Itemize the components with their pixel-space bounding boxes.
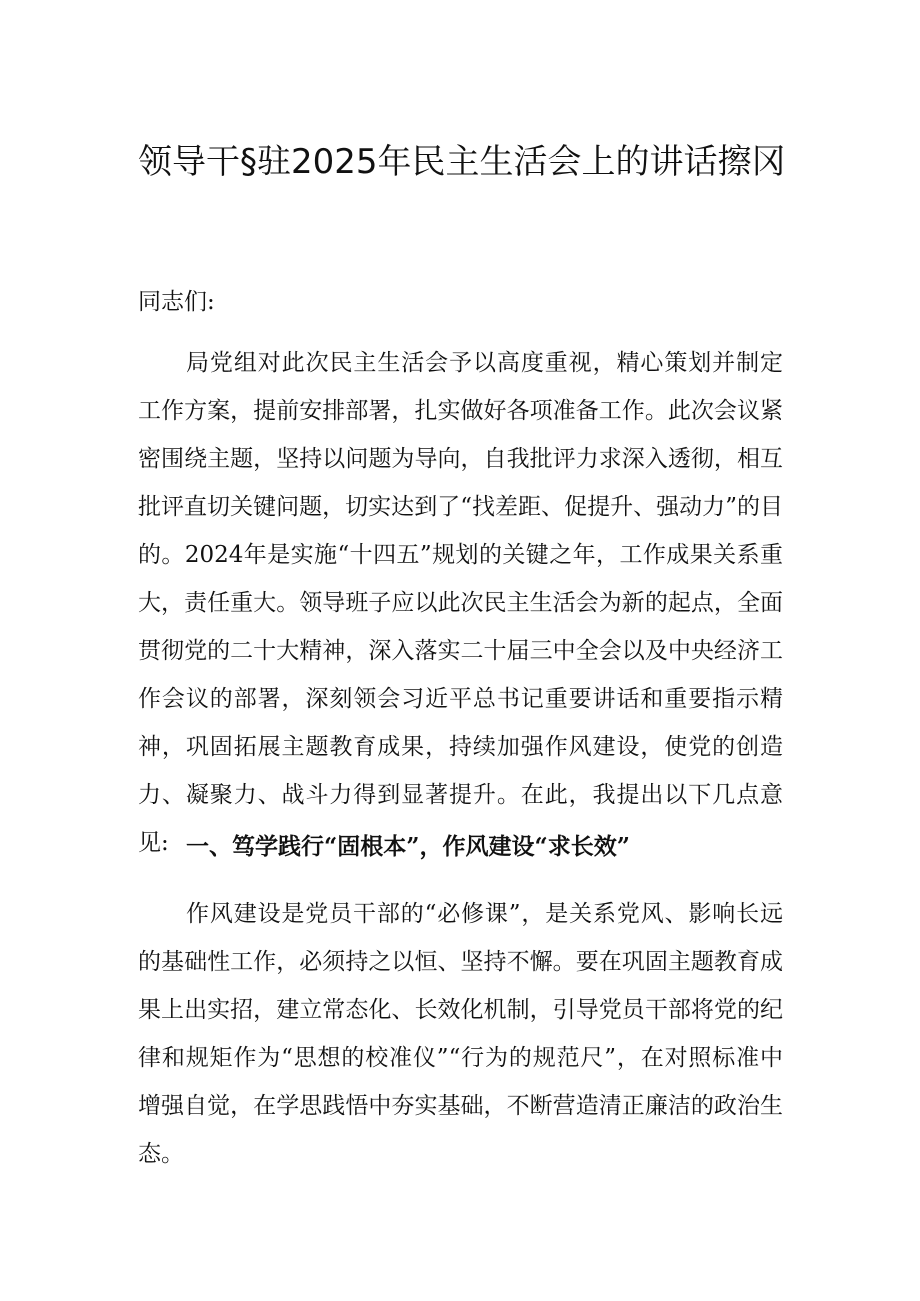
salutation: 同志们: xyxy=(138,289,215,315)
paragraph-section-1: 作风建设是党员干部的“必修课”，是关系党风、影响长远的基础性工作，必须持之以恒、坚持不懈。要在巩固主题教育成果上出实招，建立常态化、长效化机制，引导党员干部将党的纪律和规矩作为“思想的校准仪”“行为的规范尺”，在对照标准中增强自觉，在学思践悟中夯实基础，不断营造清正廉洁的政治生态。 xyxy=(138,901,783,1167)
section-heading-1: 一、笃学践行“固根本”，作风建设“求长效” xyxy=(186,833,630,860)
paragraph-intro: 局党组对此次民主生活会予以高度重视，精心策划并制定工作方案，提前安排部署，扎实做好各项准备工作。此次会议紧密围绕主题，坚持以问题为导向，自我批评力求深入透彻，相互批评直切关键问题，切实达到了“找差距、促提升、强动力”的目的。2024年是实施“十四五”规划的关键之年，工作成果关系重大，责任重大。领导班子应以此次民主生活会为新的起点，全面贯彻党的二十大精神，深入落实二十届三中全会以及中央经济工作会议的部署，深刻领会习近平总书记重要讲话和重要指示精神，巩固拓展主题教育成果，持续加强作风建设，使党的创造力、凝聚力、战斗力得到显著提升。在此，我提出以下几点意见: xyxy=(138,350,783,856)
document-title: 领导干§驻2025年民主生活会上的讲话擦冈 xyxy=(138,142,786,182)
